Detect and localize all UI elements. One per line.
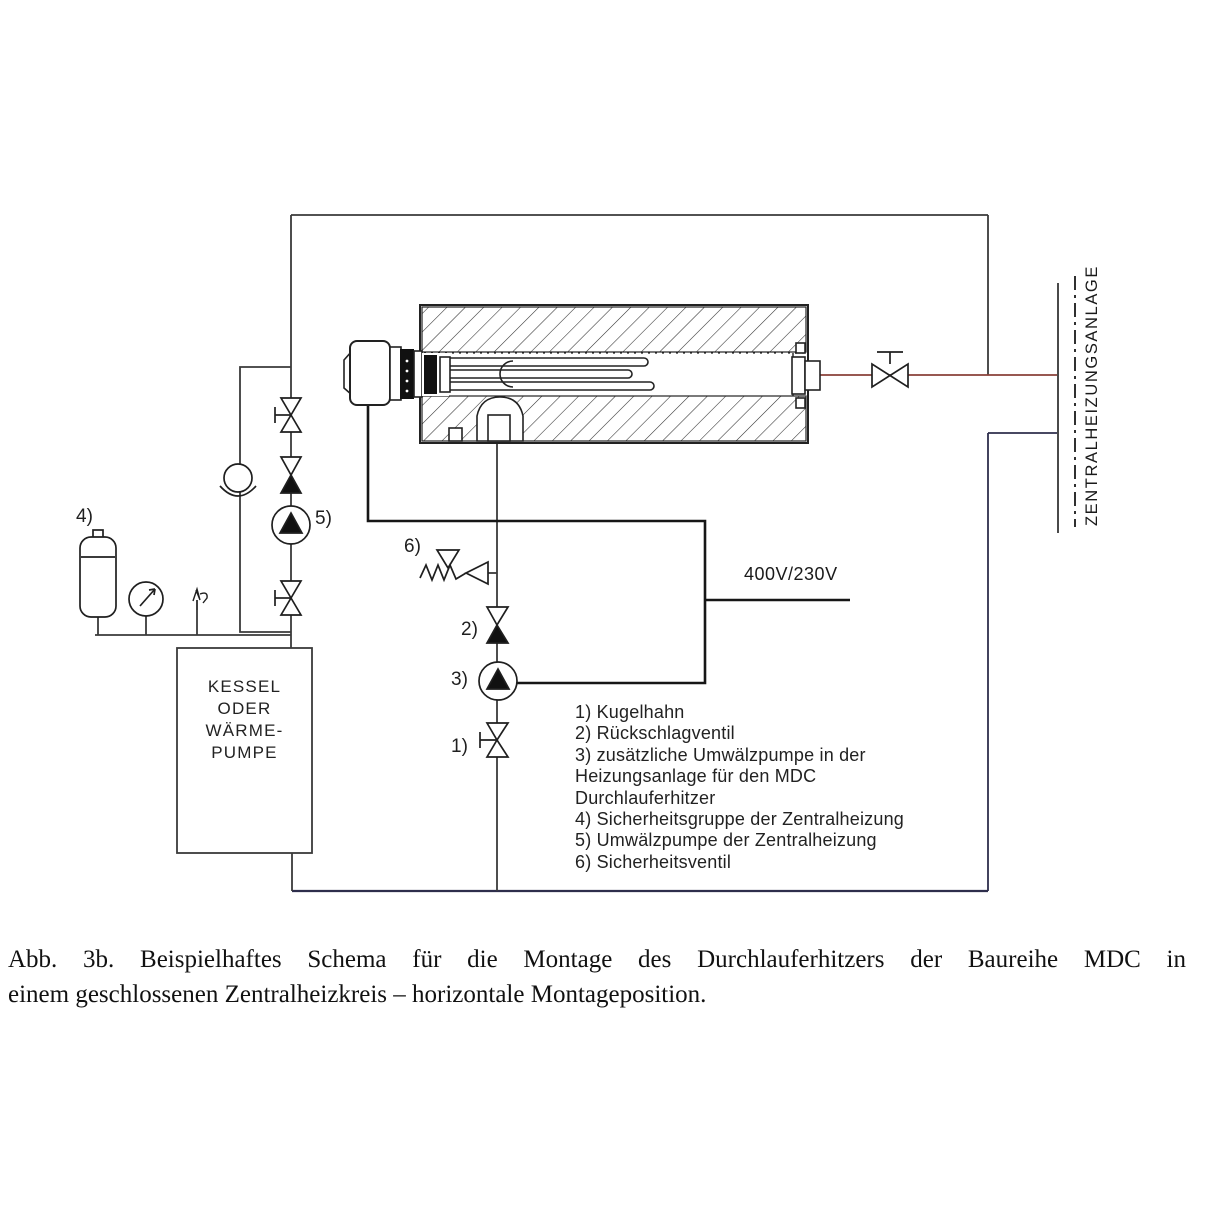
- heater-outlet-bracket-bottom: [796, 398, 805, 408]
- heater-flange-plate: [440, 357, 450, 392]
- legend-line: 1) Kugelhahn: [575, 702, 685, 722]
- expansion-vessel-symbol: [80, 530, 116, 617]
- heating-element-tube-1: [434, 358, 648, 366]
- heater-outlet-flange: [792, 357, 805, 394]
- electric-wiring: [368, 405, 850, 683]
- legend-line: 5) Umwälzpumpe der Zentralheizung: [575, 830, 877, 851]
- legend-line: 2) Rückschlagventil: [575, 723, 735, 744]
- heater-insulation-top: [422, 307, 806, 352]
- check-valve-symbol-left: [281, 457, 301, 493]
- legend-line: Durchlauferhitzer: [575, 787, 716, 808]
- callout-4: 4): [76, 506, 93, 527]
- caption-line-2: einem geschlossenen Zentralheizkreis – horizontale Montageposition.: [8, 981, 707, 1008]
- heater-head-collar: [390, 347, 401, 400]
- heater-outlet-nipple: [805, 361, 820, 390]
- legend-line: 4) Sicherheitsgruppe der Zentralheizung: [575, 809, 904, 830]
- safety-valve-symbol: [420, 550, 488, 584]
- callout-6: 6): [404, 536, 421, 557]
- ball-valve-symbol-upper-left: [275, 398, 301, 432]
- figure-caption: [8, 942, 1186, 1012]
- boiler-label-line: ODER: [217, 699, 272, 718]
- legend-line: 6) Sicherheitsventil: [575, 851, 732, 872]
- legend-line: 3) zusätzliche Umwälzpumpe in der: [575, 744, 866, 765]
- heater-outlet-bracket-top: [796, 343, 805, 353]
- heater-head-ring: [414, 351, 422, 397]
- central-heating-system-label: ZENTRALHEIZUNGSANLAGE: [1083, 265, 1101, 526]
- boiler-label-line: KESSEL: [207, 677, 282, 696]
- heater-foot-bracket: [449, 428, 462, 441]
- heater-flange-seal: [424, 355, 437, 394]
- heater-inlet-channel: [488, 415, 510, 441]
- callout-2: 2): [461, 619, 478, 640]
- boiler-label-line: WÄRME-: [205, 721, 284, 740]
- pump-symbol-3: [479, 662, 517, 700]
- ball-valve-symbol-lower-left: [275, 581, 301, 615]
- strainer-symbol: [220, 464, 256, 496]
- central-heating-interface: [1058, 276, 1075, 533]
- callout-5: 5): [315, 508, 332, 529]
- pressure-gauge-symbol: [129, 582, 163, 616]
- callout-3: 3): [451, 669, 468, 690]
- water-heater-assembly: [344, 305, 820, 443]
- air-vent-symbol: [193, 589, 207, 610]
- power-supply-label: 400V/230V: [744, 564, 838, 584]
- heating-element-tube-3: [434, 382, 654, 390]
- legend: [575, 702, 904, 873]
- heater-head-cap: [350, 341, 390, 405]
- pump-symbol-5: [272, 506, 310, 544]
- left-bypass-line: [240, 367, 291, 632]
- check-valve-symbol-2: [487, 607, 508, 643]
- ball-valve-symbol-hot-pipe: [872, 352, 908, 387]
- boiler-label: [177, 676, 312, 764]
- boiler-label-line: PUMPE: [211, 743, 278, 762]
- legend-line: Heizungsanlage für den MDC: [575, 766, 817, 787]
- caption-line-1: Abb. 3b. Beispielhaftes Schema für die Montage des Durchlauferhitzers der Baureihe MDC in: [8, 946, 1186, 973]
- heating-element-tube-2: [434, 370, 632, 378]
- ball-valve-symbol-1: [480, 723, 508, 757]
- callout-1: 1): [451, 736, 468, 757]
